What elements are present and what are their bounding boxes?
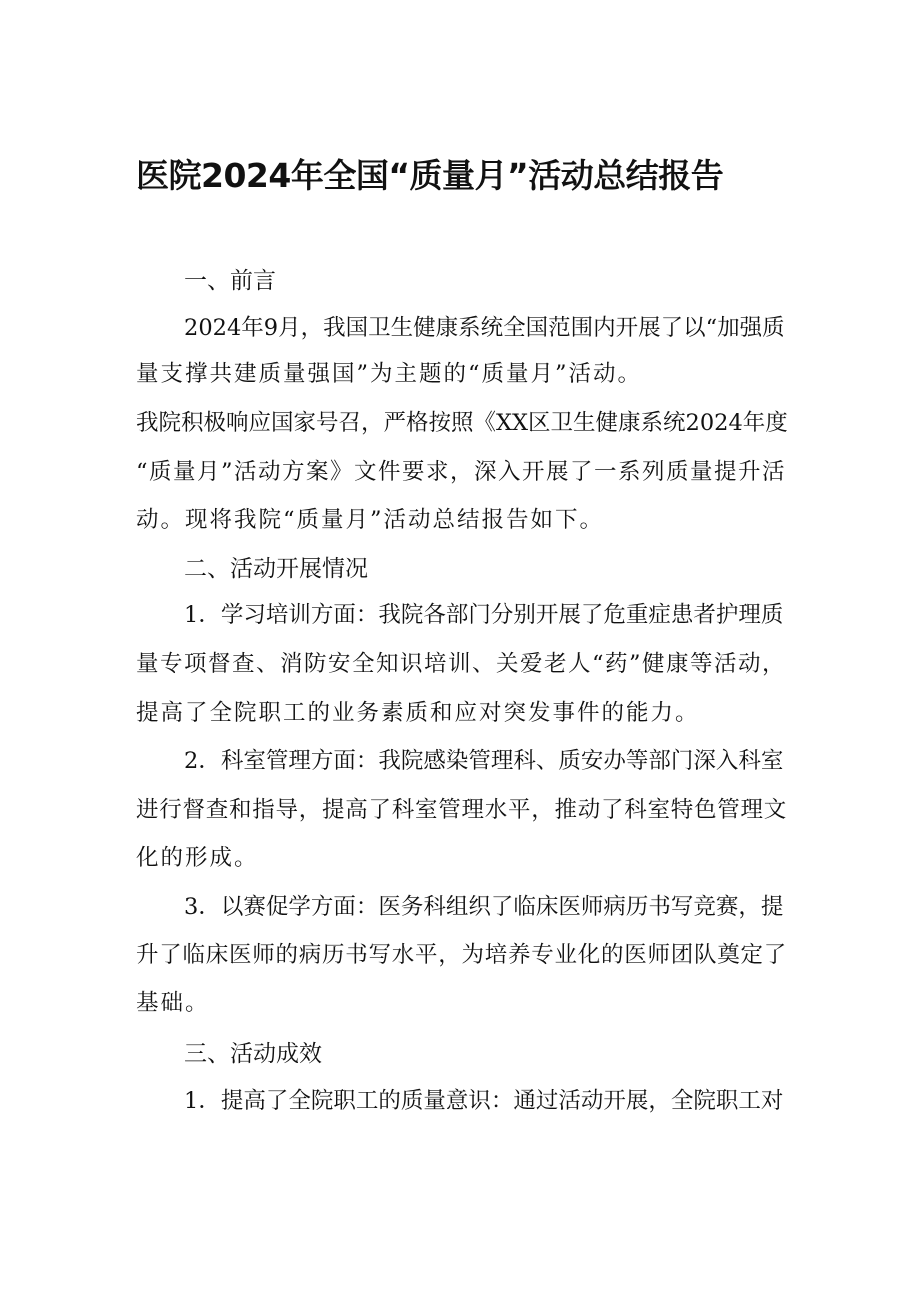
activities-item3-line-1: 3．以赛促学方面：医务科组织了临床医师病历书写竞赛，提 [184, 894, 784, 920]
preface-p2-line-3: 动。现将我院“质量月”活动总结报告如下。 [136, 507, 605, 533]
section-heading-preface: 一、前言 [184, 268, 276, 294]
activities-item2-line-1: 2．科室管理方面：我院感染管理科、质安办等部门深入科室 [184, 748, 784, 774]
activities-item3-line-2: 升了临床医师的病历书写水平，为培养专业化的医师团队奠定了 [136, 942, 788, 968]
document-title: 医院2024年全国“质量月”活动总结报告 [136, 156, 724, 195]
activities-item3-line-3: 基础。 [136, 990, 210, 1016]
activities-item1-line-2: 量专项督查、消防安全知识培训、关爱老人“药”健康等活动， [136, 651, 787, 677]
activities-item2-line-2: 进行督查和指导，提高了科室管理水平，推动了科室特色管理文 [136, 797, 788, 823]
section-heading-results: 三、活动成效 [184, 1041, 322, 1067]
section-heading-activities: 二、活动开展情况 [184, 556, 368, 582]
preface-p1-line-1: 2024年9月，我国卫生健康系统全国范围内开展了以“加强质 [184, 315, 785, 341]
preface-p1-line-2: 量支撑共建质量强国”为主题的“质量月”活动。 [136, 361, 643, 387]
activities-item2-line-3: 化的形成。 [136, 845, 259, 871]
activities-item1-line-1: 1．学习培训方面：我院各部门分别开展了危重症患者护理质 [184, 602, 784, 628]
activities-item1-line-3: 提高了全院职工的业务素质和应对突发事件的能力。 [136, 700, 700, 726]
results-item1-line-1: 1．提高了全院职工的质量意识：通过活动开展，全院职工对 [184, 1088, 784, 1114]
preface-p2-line-1: 我院积极响应国家号召，严格按照《XX区卫生健康系统2024年度 [136, 410, 788, 436]
preface-p2-line-2: “质量月”活动方案》文件要求，深入开展了一系列质量提升活 [136, 459, 787, 485]
